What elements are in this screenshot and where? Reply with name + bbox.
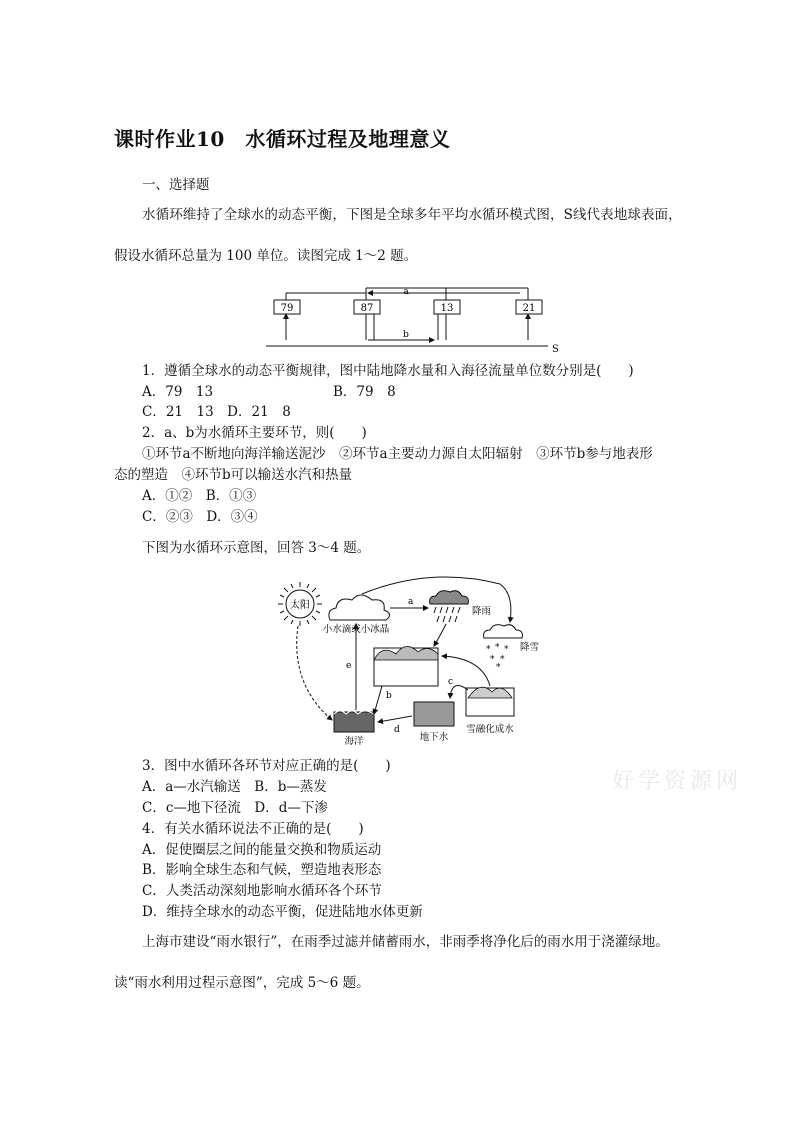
land-icon [374,646,438,686]
intro-1-line-2: 假设水循环总量为 100 单位。读图完成 1～2 题。 [114,248,418,264]
q4-option-a: A．促使圈层之间的能量交换和物质运动 [142,842,382,858]
label-a: a [408,597,414,607]
label-b: b [403,330,409,340]
svg-text:*: * [496,663,501,673]
label-a: a [403,287,409,297]
q2-items-line-2: 态的塑造 ④环节b可以输送水汽和热量 [114,467,353,483]
label-e: e [346,661,352,671]
q1-option-b: B．79 8 [333,384,396,400]
q2-stem: 2．a、b为水循环主要环节，则( ) [142,425,367,441]
svg-text:*: * [486,645,491,655]
rain-label: 降雨 [472,606,492,617]
intro-3-line-2: 读“雨水利用过程示意图”，完成 5～6 题。 [114,975,370,991]
svg-text:*: * [500,655,505,665]
box-4-value: 21 [522,303,536,314]
q2-items-line-1: ①环节a不断地向海洋输送泥沙 ②环节a主要动力源自太阳辐射 ③环节b参与地表形 [142,446,653,462]
ocean-icon [334,711,374,746]
snowmelt-label: 雪融化成水 [466,724,514,735]
q4-option-d: D．维持全球水的动态平衡，促进陆地水体更新 [142,904,423,920]
q4-option-c: C．人类活动深刻地影响水循环各个环节 [142,883,382,899]
water-cycle-schematic-figure [270,574,546,746]
q2-options-ab: A．①② B．①③ [142,488,257,504]
sun-icon [278,582,322,626]
q2-options-cd: C．②③ D．③④ [142,509,258,525]
groundwater-icon [414,702,454,743]
water-cycle-model-figure [266,282,566,354]
intro-2: 下图为水循环示意图，回答 3～4 题。 [142,540,371,556]
q4-stem: 4．有关水循环说法不正确的是( ) [142,821,364,837]
snow-cloud-icon [484,625,540,673]
label-d: d [394,725,400,735]
arrow-c [450,686,468,699]
box-1-value: 79 [280,303,294,314]
box-2-value: 87 [360,303,374,314]
intro-3-line-1: 上海市建设“雨水银行”，在雨季过滤并储蓄雨水，非雨季将净化后的雨水用于浇灌绿地。 [142,934,669,950]
q4-option-b: B．影响全球生态和气候，塑造地表形态 [142,862,382,878]
intro-1-line-1: 水循环维持了全球水的动态平衡，下图是全球多年平均水循环模式图，S线代表地球表面， [142,207,682,223]
q3-options-cd: C．c—地下径流 D．d—下渗 [142,800,328,816]
label-c: c [448,677,454,687]
watermark: 好学资源网 [612,769,743,794]
svg-text:*: * [495,643,500,653]
snow-label: 降雪 [520,642,540,653]
snowmelt-icon [466,687,514,735]
q3-stem: 3．图中水循环各环节对应正确的是( ) [142,758,391,774]
q1-stem: 1．遵循全球水的动态平衡规律，图中陆地降水量和入海径流量单位数分别是( ) [142,363,634,379]
q1-options-cd: C．21 13 D．21 8 [142,404,291,420]
svg-text:*: * [490,655,495,665]
box-3-value: 13 [440,303,454,314]
rain-cloud-icon [430,591,492,622]
label-b: b [386,691,392,701]
q1-option-a: A．79 13 [142,384,214,400]
q3-options-ab: A．a—水汽输送 B．b—蒸发 [142,779,327,795]
section-heading: 一、选择题 [142,177,210,193]
label-s: S [552,344,559,354]
sun-label: 太阳 [290,600,310,611]
ocean-label: 海洋 [344,736,364,746]
groundwater-label: 地下水 [419,732,449,743]
svg-text:*: * [504,645,509,655]
droplets-label: 小水滴或小冰晶 [322,624,390,635]
arrow-b [374,686,382,714]
page-title: 课时作业10 水循环过程及地理意义 [114,127,451,151]
arrow-d [378,716,412,722]
